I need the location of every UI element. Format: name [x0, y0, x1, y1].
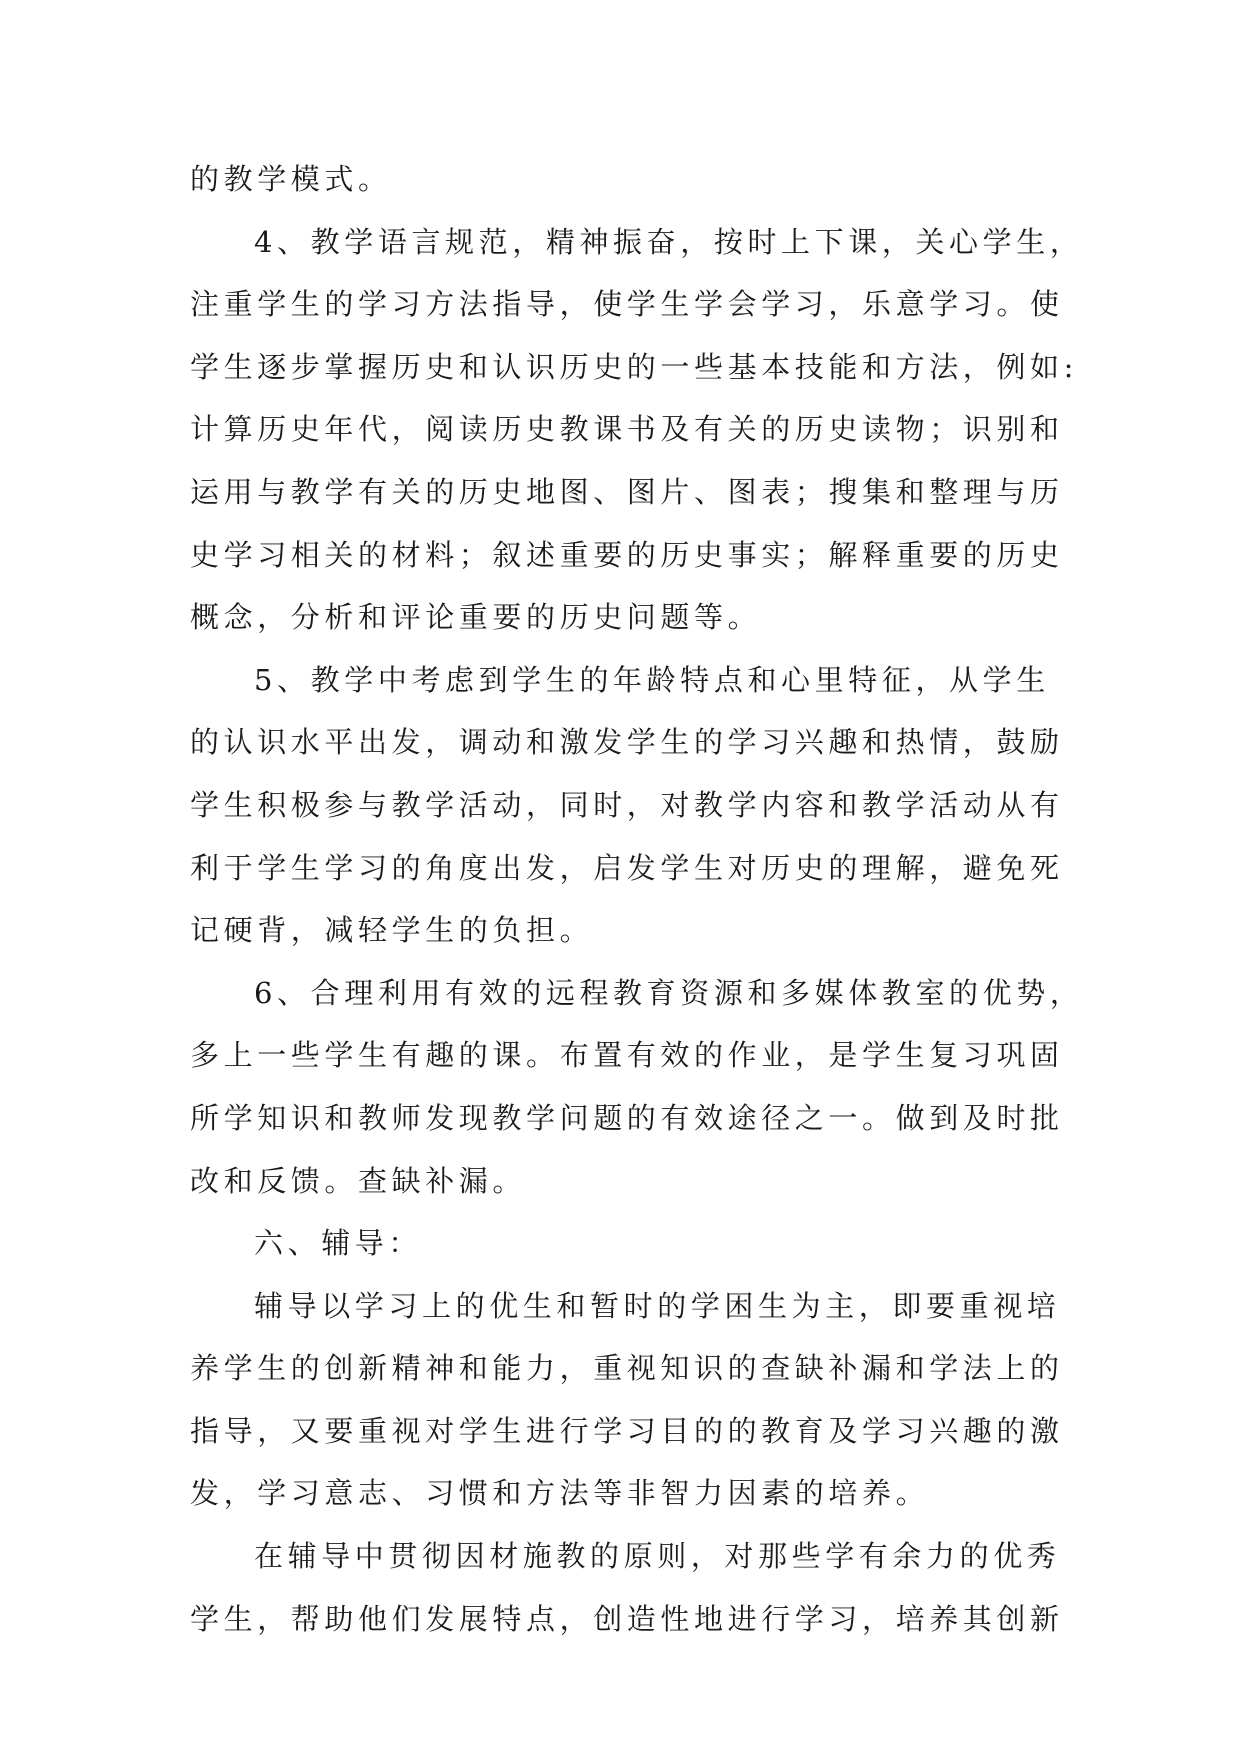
text-line: 指导，又要重视对学生进行学习目的的教育及学习兴趣的激 [190, 1413, 1064, 1448]
text-line: 4、教学语言规范，精神振奋，按时上下课，关心学生， [254, 224, 1084, 259]
text-line: 发，学习意志、习惯和方法等非智力因素的培养。 [190, 1476, 930, 1511]
section-heading: 六、辅导： [254, 1226, 423, 1261]
text-line: 史学习相关的材料；叙述重要的历史事实；解释重要的历史 [190, 537, 1064, 572]
text-line: 计算历史年代，阅读历史教课书及有关的历史读物；识别和 [190, 412, 1064, 447]
document-body [190, 148, 1084, 1650]
text-line: 在辅导中贯彻因材施教的原则，对那些学有余力的优秀 [254, 1539, 1061, 1574]
text-line: 的认识水平出发，调动和激发学生的学习兴趣和热情，鼓励 [190, 725, 1064, 760]
text-line: 辅导以学习上的优生和暂时的学困生为主，即要重视培 [254, 1288, 1061, 1323]
text-line: 注重学生的学习方法指导，使学生学会学习，乐意学习。使 [190, 287, 1064, 322]
text-line: 运用与教学有关的历史地图、图片、图表；搜集和整理与历 [190, 474, 1064, 509]
text-line: 学生，帮助他们发展特点，创造性地进行学习，培养其创新 [190, 1601, 1064, 1636]
text-line: 利于学生学习的角度出发，启发学生对历史的理解，避免死 [190, 850, 1064, 885]
text-line: 多上一些学生有趣的课。布置有效的作业，是学生复习巩固 [190, 1038, 1064, 1073]
text-line: 记硬背，减轻学生的负担。 [190, 913, 594, 948]
text-line: 5、教学中考虑到学生的年龄特点和心里特征，从学生 [254, 662, 1050, 697]
text-line: 学生积极参与教学活动，同时，对教学内容和教学活动从有 [190, 787, 1064, 822]
text-line: 6、合理利用有效的远程教育资源和多媒体教室的优势， [254, 975, 1084, 1010]
text-line: 所学知识和教师发现教学问题的有效途径之一。做到及时批 [190, 1100, 1064, 1135]
text-line: 养学生的创新精神和能力，重视知识的查缺补漏和学法上的 [190, 1351, 1064, 1386]
text-line: 的教学模式。 [190, 162, 392, 196]
text-line: 学生逐步掌握历史和认识历史的一些基本技能和方法，例如: [190, 349, 1078, 384]
text-line: 改和反馈。查缺补漏。 [190, 1163, 527, 1198]
text-line: 概念，分析和评论重要的历史问题等。 [190, 600, 762, 635]
